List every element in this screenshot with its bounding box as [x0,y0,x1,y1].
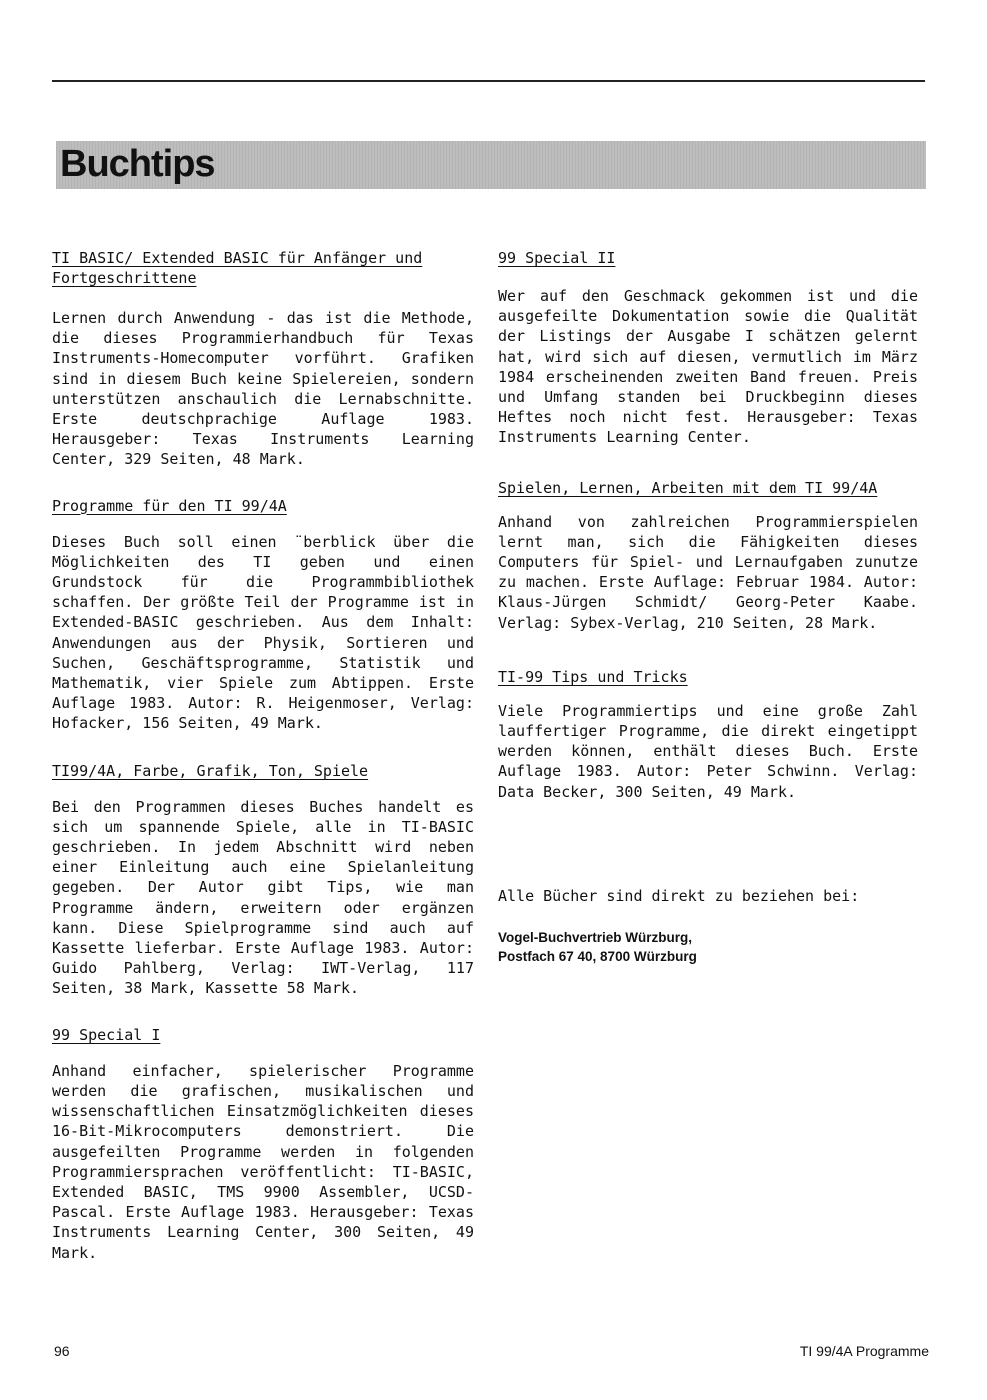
right-column [498,248,918,966]
book-entry [498,667,918,802]
book-description: Dieses Buch soll einen ¨berblick über die Möglichkeiten des TI geben und einen Grundstock für die Programmbibliothek schaffen. Der größte Teil der Programme ist in Extended-BASIC geschrieben. Aus dem Inhalt: Anwendungen aus der Physik, Sortieren und Suchen, Geschäftsprogramme, Statistik und Mathematik, vier Spiele zum Abtippen. Erste Auflage 1983. Autor: R. Heigenmoser, Verlag: Hofacker, 156 Seiten, 49 Mark. [52,532,474,733]
book-title: 99 Special I [52,1025,161,1044]
ordering-notice [498,886,918,966]
book-entry [52,496,474,734]
left-column [52,248,474,1263]
book-title: 99 Special II [498,249,616,267]
notice-text: Alle Bücher sind direkt zu beziehen bei: [498,886,860,905]
book-entry [52,1025,474,1263]
page-number: 96 [54,1343,70,1359]
address-line: Vogel-Buchvertrieb Würzburg, [498,930,693,946]
book-entry [498,478,918,633]
running-title: TI 99/4A Programme [799,1343,929,1359]
book-title: TI BASIC/ Extended BASIC für Anfänger und Fortgeschrittene [52,249,423,287]
section-banner [56,141,926,189]
book-title: Programme für den TI 99/4A [52,496,287,515]
book-description: Anhand einfacher, spielerischer Programme werden die grafischen, musikalischen und wissenschaftlichen Einsatzmöglichkeiten dieses 16-Bit-Mikrocomputers demonstriert. Die ausgefeilten Programme werden in folgenden Programmiersprachen veröffentlicht: TI-BASIC, Extended BASIC, TMS 9900 Assembler, UCSD-Pascal. Erste Auflage 1983. Herausgeber: Texas Instruments Learning Center, 300 Seiten, 49 Mark. [52,1061,474,1262]
book-description: Viele Programmiertips und eine große Zahl lauffertiger Programme, die direkt eingetippt werden können, enthält dieses Buch. Erste Auflage 1983. Autor: Peter Schwinn. Verlag: Data Becker, 300 Seiten, 49 Mark. [498,701,918,801]
book-entry [498,248,918,448]
address-line: Postfach 67 40, 8700 Würzburg [498,949,697,965]
book-title: TI-99 Tips und Tricks [498,667,688,686]
section-title: Buchtips [60,143,215,185]
book-title: Spielen, Lernen, Arbeiten mit dem TI 99/4A [498,478,878,497]
book-description: Wer auf den Geschmack gekommen ist und die ausgefeilte Dokumentation sowie die Qualität der Listings der Ausgabe I schätzen gelernt hat, wird sich auf diesen, vermutlich im März 1984 erscheinenden zweiten Band freuen. Preis und Umfang standen bei Druckbeginn dieses Heftes noch nicht fest. Herausgeber: Texas Instruments Learning Center. [498,287,918,447]
book-entry [52,248,474,470]
book-description: Bei den Programmen dieses Buches handelt es sich um spannende Spiele, alle in TI-BASIC geschrieben. In jedem Abschnitt wird neben einer Einleitung auch eine Spielanleitung gegeben. Der Autor gibt Tips, wie man Programme ändern, erweitern oder ergänzen kann. Diese Spielprogramme sind auch auf Kassette lieferbar. Erste Auflage 1983. Autor: Guido Pahlberg, Verlag: IWT-Verlag, 117 Seiten, 38 Mark, Kassette 58 Mark. [52,797,474,998]
book-description: Lernen durch Anwendung - das ist die Methode, die dieses Programmierhandbuch für Texas Instruments-Homecomputer vorführt. Grafiken sind in diesem Buch keine Spielereien, sondern unterstützen anschaulich die Lernabschnitte. Erste deutschprachige Auflage 1983. Herausgeber: Texas Instruments Learning Center, 329 Seiten, 48 Mark. [52,309,474,469]
book-entry [52,761,474,999]
book-title: TI99/4A, Farbe, Grafik, Ton, Spiele [52,761,369,780]
top-rule [52,80,925,82]
book-description: Anhand von zahlreichen Programmierspielen lernt man, sich die Fähigkeiten dieses Computers für Spiel- und Lernaufgaben zunutze zu machen. Erste Auflage: Februar 1984. Autor: Klaus-Jürgen Schmidt/ Georg-Peter Kaabe. Verlag: Sybex-Verlag, 210 Seiten, 28 Mark. [498,512,918,632]
